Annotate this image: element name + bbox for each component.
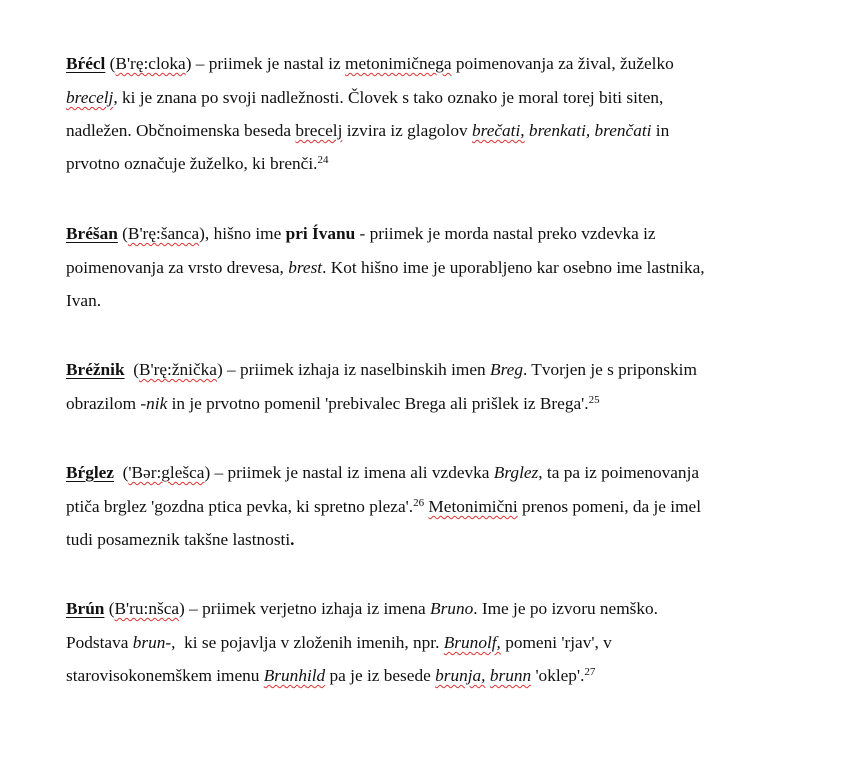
house-name: 'Bər:glešca — [128, 463, 205, 482]
house-name: B'rę:žnička — [138, 360, 217, 379]
text-line — [66, 285, 778, 317]
entry-bresan — [66, 217, 778, 317]
text-span: ) – priimek je nastal iz — [185, 54, 346, 73]
text-span: brecelj — [295, 121, 343, 140]
text-span: ( — [105, 54, 116, 73]
text-span: ( — [124, 360, 139, 379]
text-span: in je prvotno pomenil 'prebivalec Brega ali prišlek iz Brega'. — [167, 394, 589, 413]
text-line — [66, 456, 778, 490]
text-span: , ta pa iz poimenovanja — [538, 463, 700, 482]
text-span: - priimek je morda nastal preko vzdevka iz — [355, 224, 656, 243]
text-line — [66, 353, 778, 387]
text-span: ki se pojavlja v zloženih imenih, npr. — [175, 633, 444, 652]
text-span: 'oklep'. — [531, 666, 585, 685]
text-span: poimenovanja za vrsto drevesa, — [66, 258, 289, 277]
text-line — [66, 626, 778, 660]
headword: Bréšan — [66, 224, 118, 243]
text-span: . Kot hišno ime je uporabljeno kar osebno ime lastnika, — [322, 258, 705, 277]
footnote-ref[interactable]: 27 — [584, 666, 596, 678]
text-span: Brunhild — [263, 666, 326, 685]
text-span: brecelj — [66, 88, 114, 107]
text-span: ( — [104, 599, 115, 618]
headword: Bŕécl — [66, 54, 106, 73]
text-line — [66, 115, 778, 147]
text-span: brun-, — [132, 633, 176, 652]
house-name: B'rę:šanca — [127, 224, 200, 243]
entry-brecl — [66, 47, 778, 181]
headword: Bréžnik — [66, 360, 125, 379]
text-span: Ivan. — [66, 291, 102, 310]
text-line — [66, 592, 778, 626]
text-span: Metonimični — [428, 497, 518, 516]
text-span: brenkati, brenčati — [524, 121, 652, 140]
text-span: ) – priimek verjetno izhaja iz imena — [179, 599, 431, 618]
text-span: Brunolf, — [443, 633, 501, 652]
house-name: B'rę:cloka — [115, 54, 186, 73]
text-span: in — [651, 121, 670, 140]
text-line — [66, 251, 778, 285]
text-span: ptiča brglez 'gozdna ptica pevka, ki spretno pleza'. — [66, 497, 414, 516]
text-span: brečati, — [471, 121, 525, 140]
text-span: prenos pomeni, da je imel — [517, 497, 702, 516]
text-span: nadležen. Občnoimenska beseda — [66, 121, 296, 140]
text-span: pomeni 'rjav', v — [500, 633, 612, 652]
text-span: brest — [288, 258, 323, 277]
text-line — [66, 524, 778, 556]
text-span: pri Ívanu — [285, 224, 356, 243]
text-line — [66, 660, 778, 692]
text-span: obrazilom — [66, 394, 141, 413]
house-name: B'ru:nšca — [114, 599, 180, 618]
text-span: . Ime je po izvoru nemško. — [473, 599, 658, 618]
headword: Bŕglez — [66, 463, 114, 482]
text-span: pa je iz besede — [325, 666, 436, 685]
text-span: -nik — [140, 394, 168, 413]
text-span: izvira iz glagolov — [342, 121, 472, 140]
text-span: prvotno označuje žuželko, ki brenči. — [66, 154, 318, 173]
text-span: , ki je znana po svoji nadležnosti. Človek s tako oznako je moral torej biti siten, — [113, 88, 664, 107]
text-line — [66, 147, 778, 181]
text-span: poimenovanja za žival, žuželko — [451, 54, 674, 73]
text-line — [66, 47, 778, 81]
text-span: brunja, — [435, 666, 486, 685]
text-span: . Tvorjen je s priponskim — [522, 360, 697, 379]
text-line — [66, 387, 778, 421]
text-span: ) – priimek je nastal iz imena ali vzdevka — [204, 463, 494, 482]
text-span: ), hišno ime — [199, 224, 286, 243]
text-line — [66, 81, 778, 115]
text-span: ( — [117, 224, 128, 243]
text-span: starovisokonemškem imenu — [66, 666, 264, 685]
text-line — [66, 217, 778, 251]
text-span: tudi posameznik takšne lastnosti — [66, 530, 291, 549]
headword: Brún — [66, 599, 105, 618]
text-span: ( — [113, 463, 129, 482]
footnote-ref[interactable]: 24 — [317, 154, 329, 166]
text-span: . — [290, 530, 295, 549]
entry-brun — [66, 592, 778, 692]
text-span: Podstava — [66, 633, 133, 652]
footnote-ref[interactable]: 26 — [413, 497, 425, 509]
text-span: Breg — [490, 360, 523, 379]
entry-breznik — [66, 353, 778, 421]
text-span: ) – priimek izhaja iz naselbinskih imen — [216, 360, 491, 379]
footnote-ref[interactable]: 25 — [588, 394, 600, 406]
text-span: metonimičnega — [345, 54, 452, 73]
text-span: brunn — [489, 666, 532, 685]
text-span: Bruno — [430, 599, 474, 618]
entry-brglez — [66, 456, 778, 556]
text-line — [66, 490, 778, 524]
text-span: Brglez — [493, 463, 539, 482]
